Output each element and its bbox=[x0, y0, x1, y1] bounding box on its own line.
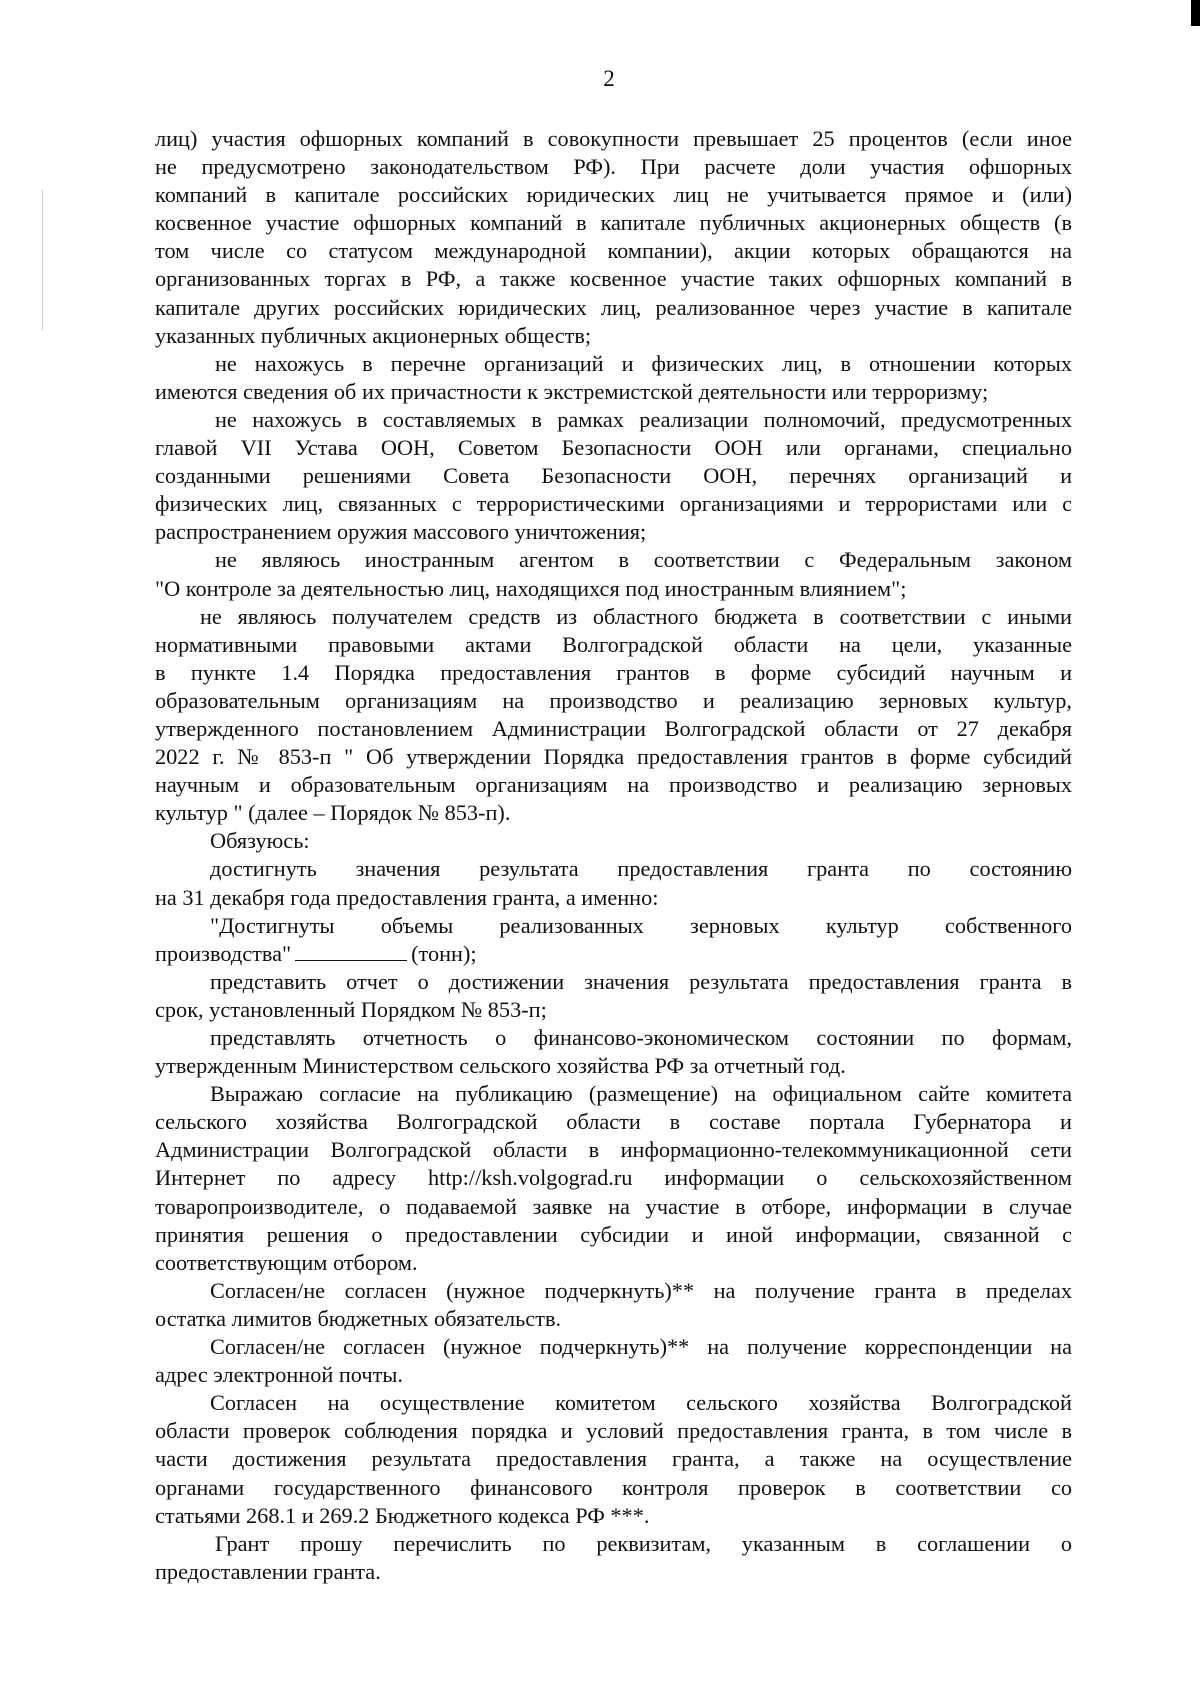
paragraph-inspection-consent bbox=[155, 1389, 1072, 1529]
text-line: представлять отчетность о финансово-экономическом состоянии по формам, bbox=[210, 1025, 1072, 1050]
text-fragment: производства" bbox=[155, 940, 292, 966]
text-line: принятия решения о предоставлении субсидии и иной информации, связанной с bbox=[155, 1221, 1072, 1247]
paragraph-grain-volumes bbox=[155, 912, 1072, 968]
text-line: утвержденного постановлением Администрации Волгоградской области от 27 декабря bbox=[155, 715, 1072, 741]
paragraph-extremism-list bbox=[155, 350, 1072, 406]
text-line: главой VII Устава ООН, Советом Безопасности ООН или органами, специально bbox=[155, 435, 1072, 461]
paragraph-offshore-participation bbox=[155, 125, 1072, 350]
text-line: Администрации Волгоградской области в информационно-телекоммуникационной сети bbox=[155, 1137, 1072, 1163]
text-line: Грант прошу перечислить по реквизитам, указанным в соглашении о bbox=[215, 1530, 1072, 1556]
paragraph-publication-consent bbox=[155, 1080, 1072, 1277]
text-line: косвенное участие офшорных компаний в капитале публичных акционерных обществ (в bbox=[155, 210, 1072, 236]
text-line-with-blank bbox=[155, 940, 1072, 968]
text-line: научным и образовательным организациям на производство и реализацию зерновых bbox=[155, 772, 1072, 798]
document-body bbox=[155, 125, 1072, 1586]
paragraph-obligations-heading bbox=[155, 827, 1072, 855]
text-line: Согласен/не согласен (нужное подчеркнуть)** на получение гранта в пределах bbox=[210, 1277, 1072, 1303]
text-line: представить отчет о достижении значения результата предоставления гранта в bbox=[210, 968, 1072, 994]
text-line: области проверок соблюдения порядка и условий предоставления гранта, в том числе в bbox=[155, 1418, 1072, 1444]
text-line: Согласен/не согласен (нужное подчеркнуть)** на получение корреспонденции на bbox=[210, 1334, 1072, 1360]
text-line: Согласен на осуществление комитетом сельского хозяйства Волгоградской bbox=[210, 1390, 1072, 1416]
text-line: Обязуюсь: bbox=[210, 828, 310, 854]
text-line: достигнуть значения результата предоставления гранта по состоянию bbox=[210, 856, 1072, 882]
paragraph-un-lists bbox=[155, 406, 1072, 546]
page-number: 2 bbox=[603, 66, 615, 91]
text-line: предоставлении гранта. bbox=[155, 1558, 381, 1584]
text-line: срок, установленный Порядком № 853-п; bbox=[155, 996, 547, 1022]
text-line: созданными решениями Совета Безопасности ООН, перечнях организаций и bbox=[155, 463, 1072, 489]
text-line: том числе со статусом международной компании), акции которых обращаются на bbox=[155, 238, 1072, 264]
text-line: соответствующим отбором. bbox=[155, 1249, 418, 1275]
text-line: культур " (далее – Порядок № 853-п). bbox=[155, 800, 511, 826]
text-line: товаропроизводителе, о подаваемой заявке на участие в отборе, информации в случае bbox=[155, 1193, 1072, 1219]
text-line: нормативными правовыми актами Волгоградской области на цели, указанные bbox=[155, 631, 1072, 657]
text-line: организованных торгах в РФ, а также косвенное участие таких офшорных компаний в bbox=[155, 266, 1072, 292]
text-line: не являюсь иностранным агентом в соответствии с Федеральным законом bbox=[215, 547, 1072, 573]
text-line: лиц) участия офшорных компаний в совокупности превышает 25 процентов (если иное bbox=[155, 126, 1072, 151]
text-line: на 31 декабря года предоставления гранта, а именно: bbox=[155, 884, 659, 910]
text-line: распространением оружия массового уничтожения; bbox=[155, 519, 647, 545]
text-fragment: (тонн); bbox=[411, 940, 477, 966]
text-line: органами государственного финансового контроля проверок в соответствии со bbox=[155, 1474, 1072, 1500]
text-line: Выражаю согласие на публикацию (размещение) на официальном сайте комитета bbox=[210, 1081, 1072, 1107]
text-line: не являюсь получателем средств из областного бюджета в соответствии с иными bbox=[200, 603, 1072, 629]
text-line: части достижения результата предоставления гранта, а также на осуществление bbox=[155, 1446, 1072, 1472]
text-line: в пункте 1.4 Порядка предоставления грантов в форме субсидий научным и bbox=[155, 659, 1072, 685]
text-line: утвержденным Министерством сельского хозяйства РФ за отчетный год. bbox=[155, 1053, 846, 1079]
text-line: сельского хозяйства Волгоградской области в составе портала Губернатора и bbox=[155, 1109, 1072, 1135]
scan-margin-mark bbox=[42, 190, 43, 330]
text-line: образовательным организациям на производство и реализацию зерновых культур, bbox=[155, 687, 1072, 713]
text-line: не нахожусь в составляемых в рамках реализации полномочий, предусмотренных bbox=[215, 406, 1072, 432]
paragraph-achieve-result bbox=[155, 855, 1072, 911]
fill-in-blank-tonnes[interactable] bbox=[295, 942, 407, 961]
paragraph-budget-limit-consent bbox=[155, 1277, 1072, 1333]
text-line: "О контроле за деятельностью лиц, находящихся под иностранным влиянием"; bbox=[155, 575, 907, 601]
text-line: не нахожусь в перечне организаций и физических лиц, в отношении которых bbox=[215, 350, 1072, 376]
text-line: 2022 г. № 853-п " Об утверждении Порядка предоставления грантов в форме субсидий bbox=[155, 744, 1072, 770]
paragraph-email-consent bbox=[155, 1333, 1072, 1389]
text-line: остатка лимитов бюджетных обязательств. bbox=[155, 1305, 562, 1331]
paragraph-financial-reporting bbox=[155, 1024, 1072, 1080]
text-line: адрес электронной почты. bbox=[155, 1362, 403, 1388]
text-line: указанных публичных акционерных обществ; bbox=[155, 322, 592, 348]
paragraph-budget-recipient bbox=[155, 603, 1072, 828]
text-line: Интернет по адресу http://ksh.volgograd.ru информации о сельскохозяйственном bbox=[155, 1165, 1072, 1191]
paragraph-foreign-agent bbox=[155, 546, 1072, 602]
paragraph-report bbox=[155, 968, 1072, 1024]
paragraph-grant-transfer bbox=[155, 1530, 1072, 1586]
text-line: "Достигнуты объемы реализованных зерновых культур собственного bbox=[210, 912, 1072, 938]
text-line: капитале других российских юридических лиц, реализованное через участие в капитале bbox=[155, 294, 1072, 320]
text-line: компаний в капитале российских юридических лиц не учитывается прямое и (или) bbox=[155, 182, 1072, 208]
text-line: физических лиц, связанных с террористическими организациями и террористами или с bbox=[155, 491, 1072, 517]
text-line: не предусмотрено законодательством РФ). При расчете доли участия офшорных bbox=[155, 154, 1072, 180]
text-line: имеются сведения об их причастности к экстремистской деятельности или терроризму; bbox=[155, 378, 989, 404]
scan-corner-mark bbox=[1191, 0, 1200, 26]
text-line: статьями 268.1 и 269.2 Бюджетного кодекса РФ ***. bbox=[155, 1502, 650, 1528]
